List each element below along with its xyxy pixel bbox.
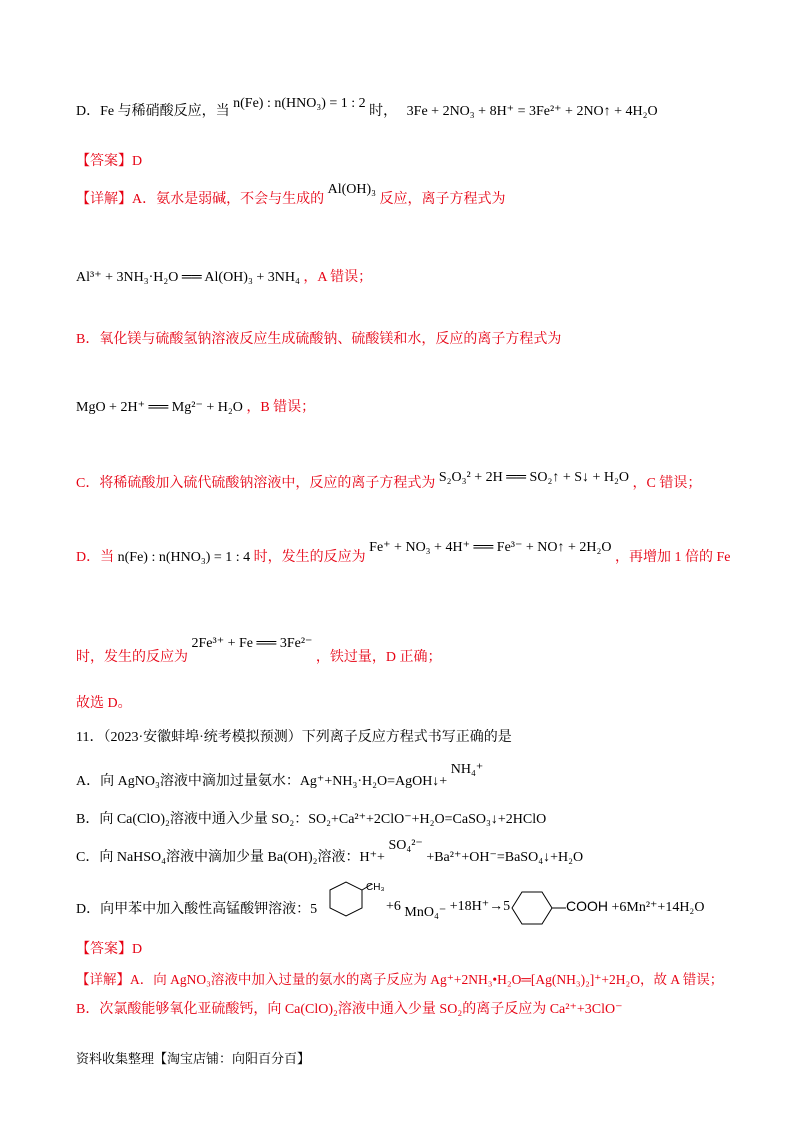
detail-a-text: 【详解】A．氨水是弱碱，不会与生成的 [76,192,325,207]
toluene-structure-icon [318,880,385,926]
aloh3-formula: Al(OH)₃ [327,182,377,197]
detail-d-line [76,540,731,566]
question-d-line [76,96,658,120]
option-d-suffix: +6Mn²⁺+14H₂O [611,900,705,915]
detail-d2-line [76,632,442,665]
detail-c-suffix: ，C 错误； [632,476,702,491]
mno4-ion: MnO₄⁻ [404,905,447,920]
answer-label-2: 【答案】D [76,942,143,957]
benzoic-acid-structure-icon [508,888,568,928]
detail-d-suffix: ，再增加 1 倍的 Fe [615,550,731,565]
detail-c-line [76,472,701,492]
ratio-formula-d: n(Fe) : n(HNO₃) = 1 : 4 [117,550,251,565]
detail-b-line: B．氧化镁与硫酸氢钠溶液反应生成硫酸钠、硫酸镁和水，反应的离子方程式为 [76,332,562,347]
option-d-mid1: +6 [386,899,401,914]
option-c-suffix: +Ba²⁺+OH⁻=BaSO₄↓+H₂O [426,850,584,865]
detail-a-suffix: 反应，离子方程式为 [379,192,506,207]
question-11-title: 11．（2023·安徽蚌埠·统考模拟预测）下列离子反应方程式书写正确的是 [76,730,512,745]
answer-label-1: 【答案】D [76,154,143,169]
detail-d-text: D．当 [76,550,115,565]
equation-b-line [76,396,315,416]
ch3-label: CH₃ [366,882,385,893]
detail-2-line-a: 【详解】A．向 AgNO₃溶液中加入过量的氨水的离子反应为 Ag⁺+2NH₃•H₂O═[Ag(NH₃)₂]⁺+2H₂O，故 A 错误； [76,972,724,987]
detail-a-line [76,182,506,208]
detail-d2-text: 时，发生的反应为 [76,650,188,665]
equation-d2: 2Fe³⁺ + Fe ══ 3Fe²⁻ [191,636,313,651]
nh4-ion: NH₄⁺ [450,762,484,777]
detail-2-line-b: B．次氯酸能够氧化亚硫酸钙，向 Ca(ClO)₂溶液中通入少量 SO₂的离子反应为 Ca²⁺+3ClO⁻ [76,1002,623,1017]
equation-a-suffix: ，A 错误； [303,270,373,285]
option-d-end [566,898,704,916]
equation-a: Al³⁺ + 3NH₃·H₂O ══ Al(OH)₃ + 3NH₄ [76,270,300,285]
question-11-option-d [76,898,317,918]
option-d-mid2: +18H⁺→5 [449,899,511,914]
equation-d: Fe⁺ + NO₃ + 4H⁺ ══ Fe³⁻ + NO↑ + 2H₂O [369,540,612,555]
equation-a-line [76,266,372,286]
so4-ion: SO₄²⁻ [388,838,423,853]
question-11-option-c [76,838,584,866]
detail-d-mid: 时，发生的反应为 [253,550,366,565]
question-d-when: 时， [369,104,398,119]
ratio-formula: n(Fe) : n(HNO₃) = 1 : 2 [233,96,366,111]
equation-b: MgO + 2H⁺ ══ Mg²⁻ + H₂O [76,400,243,415]
choose-line: 故选 D。 [76,696,132,711]
option-d-middle [386,898,511,920]
question-d-text: D．Fe 与稀硝酸反应，当 [76,104,230,119]
question-d-equation: 3Fe + 2NO₃ + 8H⁺ = 3Fe²⁺ + 2NO↑ + 4H₂O [406,104,658,119]
cooh-label: COOH [566,898,608,914]
equation-c: S₂O₃² + 2H ══ SO₂↑ + S↓ + H₂O [438,470,629,485]
equation-b-suffix: ，B 错误； [246,400,316,415]
option-a-text: A．向 AgNO₃溶液中滴加过量氨水：Ag⁺+NH₃·H₂O=AgOH↓+ [76,774,448,789]
question-11-option-a [76,762,484,790]
option-d-text: D．向甲苯中加入酸性高锰酸钾溶液：5 [76,902,318,917]
question-11-option-b: B．向 Ca(ClO)₂溶液中通入少量 SO₂：SO₂+Ca²⁺+2ClO⁻+H₂O=CaSO₃↓+2HClO [76,812,547,827]
footer-text: 资料收集整理【淘宝店铺：向阳百分百】 [76,1051,311,1066]
option-c-text: C．向 NaHSO₄溶液中滴加少量 Ba(OH)₂溶液：H⁺+ [76,850,385,865]
detail-c-text: C．将稀硫酸加入硫代硫酸钠溶液中，反应的离子方程式为 [76,476,436,491]
detail-d2-suffix: ，铁过量，D 正确； [315,650,442,665]
